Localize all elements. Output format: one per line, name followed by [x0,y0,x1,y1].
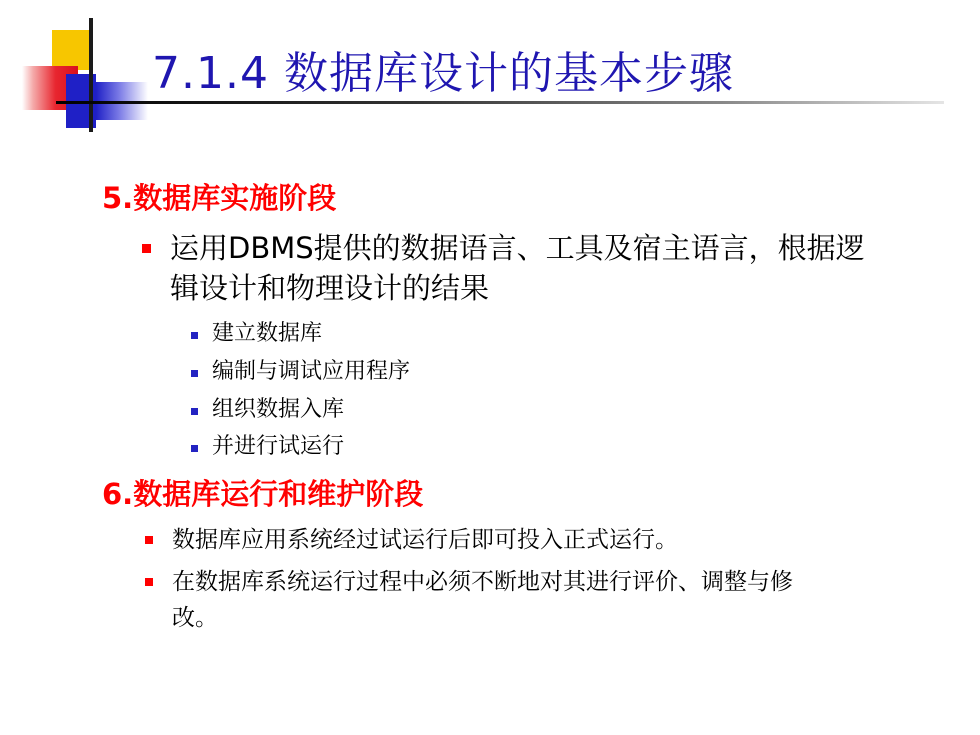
bullet-item [172,564,952,636]
sub-bullet-text: 建立数据库 [212,321,323,346]
sub-bullet-item [212,357,410,387]
bullet-item [172,522,678,558]
bullet-text-line-1: 运用DBMS提供的数据语言、工具及宿主语言，根据逻 [170,231,865,265]
sub-bullet-text: 组织数据入库 [212,397,345,422]
bullet-text: 数据库应用系统经过试运行后即可投入正式运行。 [172,527,678,553]
sub-bullet-square-icon [191,332,198,339]
sub-bullet-item [212,395,344,425]
ornament-yellow-square [52,30,92,70]
sub-bullet-item [212,432,344,462]
bullet-square-icon [145,536,153,544]
sub-bullet-square-icon [191,445,198,452]
section-heading-implementation: 5.数据库实施阶段 [102,181,337,215]
slide-title: 7.1.4 数据库设计的基本步骤 [152,48,734,99]
sub-bullet-text: 并进行试运行 [212,434,345,459]
bullet-square-icon [145,578,153,586]
sub-bullet-text: 编制与调试应用程序 [212,359,411,384]
bullet-text-line-1: 在数据库系统运行过程中必须不断地对其进行评价、调整与修 [172,569,793,595]
section-heading-maintenance: 6.数据库运行和维护阶段 [102,477,424,511]
bullet-text-line-2: 改。 [172,605,218,631]
bullet-item [170,228,950,308]
sub-bullet-square-icon [191,370,198,377]
bullet-square-icon [142,244,151,253]
bullet-text-line-2: 辑设计和物理设计的结果 [170,271,490,305]
sub-bullet-square-icon [191,408,198,415]
ornament-vertical-line [89,18,93,132]
sub-bullet-item [212,319,322,349]
